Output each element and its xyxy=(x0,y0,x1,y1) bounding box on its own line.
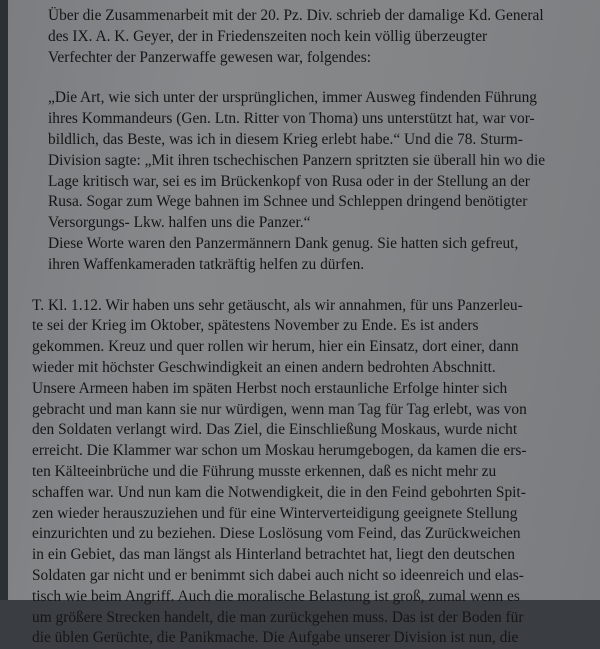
text-line: ten Kälteeinbrüche und die Führung musste erkennen, daß es nicht mehr zu xyxy=(32,462,497,480)
text-line: in ein Gebiet, das man längst als Hinterland betrachtet hat, liegt den deutschen xyxy=(32,546,515,564)
text-line: die üblen Gerüchte, die Panikmache. Die Aufgabe unserer Division ist nun, die xyxy=(32,629,519,647)
text-line: Rusa. Sogar zum Wege bahnen im Schnee und Schleppen dringend benötigter xyxy=(48,193,528,211)
text-line: „Die Art, wie sich unter der ursprünglichen, immer Ausweg findenden Führung xyxy=(48,89,537,107)
text-line: um größere Strecken handelt, die man zurückgehen muss. Das ist der Boden für xyxy=(32,608,524,626)
paragraph-quote xyxy=(48,88,594,275)
paragraph-diary-entry xyxy=(32,296,594,649)
text-line: te sei der Krieg im Oktober, spätestens November zu Ende. Es ist anders xyxy=(32,317,479,335)
text-line: bildlich, das Beste, was ich in diesem Krieg erlebt habe.“ Und die 78. Sturm- xyxy=(48,130,523,148)
text-line: des IX. A. K. Geyer, der in Friedenszeiten noch kein völlig überzeugter xyxy=(48,27,488,45)
text-line: Division sagte: „Mit ihren tschechischen Panzern spritzten sie überall hin wo die xyxy=(48,151,546,169)
text-line: gekommen. Kreuz und quer rollen wir herum, hier ein Einsatz, dort einer, dann xyxy=(32,338,519,356)
text-line: Soldaten gar nicht und er benimmt sich dabei auch nicht so ideenreich und elas- xyxy=(32,566,524,584)
text-line: Über die Zusammenarbeit mit der 20. Pz. Div. schrieb der damalige Kd. General xyxy=(48,7,544,24)
text-line: gebracht und man kann sie nur würdigen, wenn man Tag für Tag erlebt, was von xyxy=(32,400,527,418)
text-line: einzurichten und zu beziehen. Diese Loslösung vom Feind, das Zurückweichen xyxy=(32,525,521,543)
text-line: tisch wie beim Angriff. Auch die moralische Belastung ist groß, zumal wenn es xyxy=(32,587,520,605)
text-line: den Soldaten verlangt wird. Das Ziel, die Einschließung Moskaus, wurde nicht xyxy=(32,421,518,439)
text-line: Unsere Armeen haben im späten Herbst noch erstaunliche Erfolge hinter sich xyxy=(32,379,508,397)
paragraph-intro xyxy=(48,6,594,68)
text-line: schaffen war. Und nun kam die Notwendigkeit, die in den Feind gebohrten Spit- xyxy=(32,483,526,501)
text-line: Lage kritisch war, sei es im Brückenkopf von Rusa oder in der Stellung an der xyxy=(48,172,530,190)
text-line: Diese Worte waren den Panzermännern Dank genug. Sie hatten sich gefreut, xyxy=(48,234,519,252)
page-text xyxy=(32,6,594,649)
book-page xyxy=(8,0,600,647)
text-line: ihres Kommandeurs (Gen. Ltn. Ritter von Thoma) uns unterstützt hat, war vor- xyxy=(48,110,535,128)
text-line: zen wieder herauszuziehen und für eine Winterverteidigung geeignete Stellung xyxy=(32,504,518,522)
text-line: erreicht. Die Klammer war schon um Moskau herumgebogen, da kamen die ers- xyxy=(32,442,527,460)
text-line: T. Kl. 1.12. Wir haben uns sehr getäuscht, als wir annahmen, für uns Panzerleu- xyxy=(32,296,523,314)
text-line: Versorgungs- Lkw. halfen uns die Panzer.“ xyxy=(48,214,311,232)
text-line: Verfechter der Panzerwaffe gewesen war, folgendes: xyxy=(48,48,371,66)
page-binding-edge xyxy=(0,0,8,600)
text-line: wieder mit höchster Geschwindigkeit an einen andern bedrohten Abschnitt. xyxy=(32,358,496,376)
text-line: ihren Waffenkameraden tatkräftig helfen zu dürfen. xyxy=(48,255,365,273)
